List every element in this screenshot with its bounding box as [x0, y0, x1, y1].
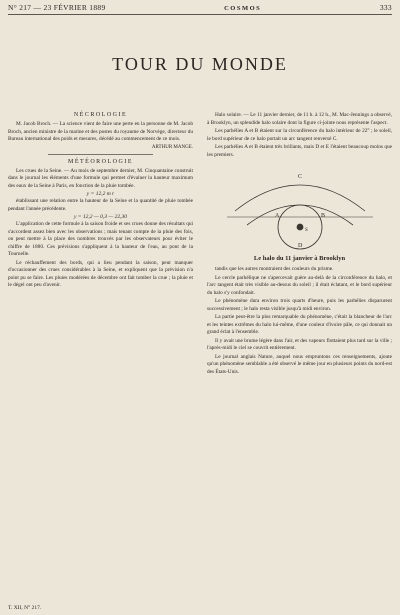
figure-caption: Le halo du 11 janvier à Brooklyn — [253, 255, 346, 262]
left-column — [8, 112, 193, 605]
halo-paragraph-5: Le cercle parhélique ne s'apercevait guère au-delà de la circonférence du halo, et l'arc tangent était très visible au-dessus du soleil ; il était éclatant, et le bord supérieur du halo s'y confondait. — [207, 274, 392, 296]
formula-2: y = 12,2 — 0,3 — 22,30 — [73, 214, 128, 220]
meteo-paragraph-1: Les crues de la Seine. — Au mois de septembre dernier, M. Cinquantaine construit dans le journal les éléments d'une formule qui permet d'évaluer la hauteur maximum des eaux de la Seine à Paris, en fonction de la pluie tombée. — [8, 167, 193, 189]
halo-paragraph-9: Le journal anglais Nature, auquel nous empruntons ces renseignements, ajoute qu'un phénomène semblable a été observé le même jour en plusieurs points du nord-est des États-Unis. — [207, 353, 392, 375]
halo-paragraph-1: Halo solaire. — Le 11 janvier dernier, de 11 h. à 12 h., M. Mac-Jennings a observé, à Brooklyn, un splendide halo solaire dont la figure ci-jointe nous représente l'aspect. — [207, 112, 392, 126]
necrologie-paragraph: M. Jacob Broch. — La science vient de faire une perte en la personne de M. Jacob Broch, ancien ministre de la marine et des postes du royaume de Norvège, directeur du Bureau international des poids et mesures, décédé au commencement de ce mois. — [8, 121, 193, 142]
halo-illustration — [225, 165, 375, 253]
label-a: A — [274, 213, 279, 219]
right-column — [207, 112, 392, 605]
halo-paragraph-8: Il y avait une brume légère dans l'air, et des vapeurs flottaient plus tard sur la ville ; l'après-midi le ciel se couvrit entièrement. — [207, 337, 392, 351]
halo-paragraph-2: Les parhélies A et B étaient sur la circonférence du halo intérieur de 22° ; le soleil, le bord supérieur de ce halo portait un arc tangent renversé C. — [207, 128, 392, 142]
meteo-paragraph-4: Le réchauffement des bords, qui a lieu pendant la saison, peut manquer d'occasionner des crues considérables à la Seine, et expliquent que la prévision n'a point pu se faire. Les pluies modérées de décembre ont fait tomber la crue ; la pluie et le dégel ont peu d'avenir. — [8, 259, 193, 288]
header-page-number: 333 — [379, 3, 392, 12]
section-heading-necrologie: NÉCROLOGIE — [73, 112, 128, 118]
volume-footer: T. XII, N° 217. — [8, 605, 42, 611]
meteo-paragraph-3: L'application de cette formule à la saison froide et ses crues donne des résultats qui s'accordent assez bien avec les observations ; mais tenant compte de la pluie des fois, on peut mettre à la place des nombres trouvés par les observateurs pour éviter le chiffre de 1880. Ces prévisions s'appliquent à la hauteur de l'eau, au pont de la Tournelle. — [8, 221, 193, 257]
upper-tangent-arc — [235, 185, 365, 211]
label-b: B — [320, 213, 325, 219]
halo-paragraph-4: tandis que les autres montraient des couleurs du prisme. — [215, 266, 334, 272]
halo-paragraph-7: La partie peut-être la plus remarquable du phénomène, c'était la blancheur de l'arc et les teintes extrêmes du halo lui-même, d'une couleur d'ivoire pâle, ce qui donnait un grand éclat à l'ensemble. — [207, 314, 392, 335]
label-s: S — [304, 228, 308, 233]
parhelic-arc — [247, 205, 353, 225]
meteo-paragraph-2: établissant une relation entre la hauteur de la Seine et la quantité de pluie tombée pendant l'année précédente. — [8, 198, 193, 212]
sun-disc — [297, 224, 303, 230]
halo-paragraph-6: Le phénomène dura environ trois quarts d'heure, puis les parhélies disparurent successivement ; le halo resta visible jusqu'à midi environ. — [207, 298, 392, 312]
header-issue: N° 217 — 23 FÉVRIER 1889 — [8, 3, 106, 12]
formula-1: y = 12,2 m r — [86, 191, 115, 197]
section-divider — [48, 154, 153, 155]
header-journal-name: COSMOS — [224, 5, 262, 12]
author-signature: ARTHUR MANGE. — [151, 144, 193, 150]
label-c: C — [297, 174, 302, 180]
running-header — [8, 3, 392, 15]
section-heading-meteorologie: MÉTÉOROLOGIE — [68, 158, 133, 165]
halo-paragraph-3: Les parhélies A et B étaient très brillants, mais D et E l'étaient beaucoup moins que les premiers. — [207, 144, 392, 158]
label-d: D — [297, 243, 302, 249]
page-title: TOUR DU MONDE — [112, 54, 288, 74]
